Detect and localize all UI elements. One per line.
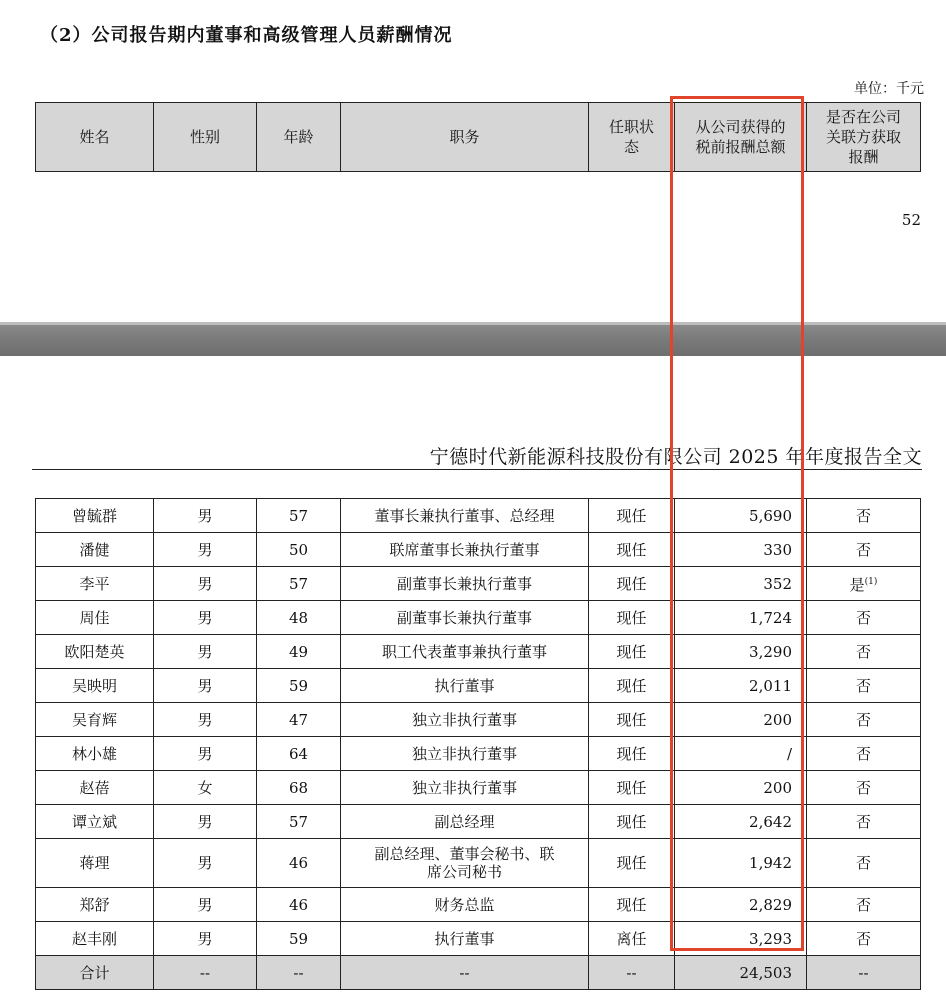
cell-related-party bbox=[807, 888, 921, 922]
cell-gender: 男 bbox=[154, 888, 257, 922]
total-title: -- bbox=[341, 956, 589, 990]
cell-compensation: 330 bbox=[675, 533, 807, 567]
cell-age: 64 bbox=[257, 737, 341, 771]
page-number: 52 bbox=[901, 211, 921, 229]
cell-title: 董事长兼执行董事、总经理 bbox=[341, 499, 589, 533]
table-row bbox=[36, 533, 921, 567]
col-header-name: 姓名 bbox=[36, 103, 154, 172]
cell-related-party bbox=[807, 839, 921, 888]
cell-related-party bbox=[807, 737, 921, 771]
cell-title-line: 席公司秘书 bbox=[426, 863, 502, 881]
related-party-value: 否 bbox=[855, 778, 871, 797]
cell-compensation: 2,642 bbox=[675, 805, 807, 839]
col-header-gender: 性别 bbox=[154, 103, 257, 172]
cell-name: 吴育辉 bbox=[36, 703, 154, 737]
related-party-value: 否 bbox=[855, 676, 871, 695]
cell-name: 谭立斌 bbox=[36, 805, 154, 839]
compensation-data-table bbox=[35, 498, 921, 990]
table-row bbox=[36, 737, 921, 771]
footnote-marker: (1) bbox=[864, 577, 878, 587]
cell-title: 副董事长兼执行董事 bbox=[341, 567, 589, 601]
table-row bbox=[36, 499, 921, 533]
cell-compensation: 1,724 bbox=[675, 601, 807, 635]
cell-age: 59 bbox=[257, 669, 341, 703]
cell-compensation: 5,690 bbox=[675, 499, 807, 533]
cell-name: 潘健 bbox=[36, 533, 154, 567]
cell-status: 现任 bbox=[589, 703, 675, 737]
cell-status: 现任 bbox=[589, 737, 675, 771]
cell-gender: 男 bbox=[154, 703, 257, 737]
col-header-compensation: 从公司获得的 税前报酬总额 bbox=[675, 103, 807, 172]
cell-title: 独立非执行董事 bbox=[341, 703, 589, 737]
cell-title: 财务总监 bbox=[341, 888, 589, 922]
cell-status: 现任 bbox=[589, 567, 675, 601]
related-party-value: 否 bbox=[855, 642, 871, 661]
cell-compensation: / bbox=[675, 737, 807, 771]
cell-gender: 女 bbox=[154, 771, 257, 805]
cell-status: 现任 bbox=[589, 839, 675, 888]
total-compensation: 24,503 bbox=[675, 956, 807, 990]
table-row bbox=[36, 669, 921, 703]
total-age: -- bbox=[257, 956, 341, 990]
col-header-title: 职务 bbox=[341, 103, 589, 172]
table-row bbox=[36, 771, 921, 805]
cell-title: 执行董事 bbox=[341, 922, 589, 956]
cell-title: 执行董事 bbox=[341, 669, 589, 703]
cell-compensation: 2,011 bbox=[675, 669, 807, 703]
cell-title-line: 副总经理、董事会秘书、联 bbox=[374, 845, 555, 863]
cell-gender: 男 bbox=[154, 669, 257, 703]
cell-age: 47 bbox=[257, 703, 341, 737]
cell-status: 现任 bbox=[589, 635, 675, 669]
cell-title: 副总经理 bbox=[341, 805, 589, 839]
cell-status: 现任 bbox=[589, 888, 675, 922]
cell-title bbox=[341, 839, 589, 888]
total-row bbox=[36, 956, 921, 990]
cell-age: 48 bbox=[257, 601, 341, 635]
cell-gender: 男 bbox=[154, 499, 257, 533]
cell-name: 李平 bbox=[36, 567, 154, 601]
cell-gender: 男 bbox=[154, 839, 257, 888]
table-row bbox=[36, 922, 921, 956]
related-party-value: 否 bbox=[855, 929, 871, 948]
cell-title: 独立非执行董事 bbox=[341, 737, 589, 771]
cell-compensation: 3,290 bbox=[675, 635, 807, 669]
cell-name: 郑舒 bbox=[36, 888, 154, 922]
total-label: 合计 bbox=[36, 956, 154, 990]
compensation-header-table bbox=[35, 102, 921, 172]
cell-age: 57 bbox=[257, 567, 341, 601]
cell-name: 曾毓群 bbox=[36, 499, 154, 533]
total-status: -- bbox=[589, 956, 675, 990]
cell-gender: 男 bbox=[154, 635, 257, 669]
table-row bbox=[36, 567, 921, 601]
cell-gender: 男 bbox=[154, 737, 257, 771]
running-header: 宁德时代新能源科技股份有限公司 2025 年年度报告全文 bbox=[429, 446, 922, 468]
cell-status: 现任 bbox=[589, 771, 675, 805]
cell-title: 联席董事长兼执行董事 bbox=[341, 533, 589, 567]
cell-compensation: 352 bbox=[675, 567, 807, 601]
related-party-value: 否 bbox=[855, 608, 871, 627]
cell-name: 赵丰刚 bbox=[36, 922, 154, 956]
cell-age: 46 bbox=[257, 839, 341, 888]
table-row bbox=[36, 601, 921, 635]
cell-name: 吴映明 bbox=[36, 669, 154, 703]
col-header-age: 年龄 bbox=[257, 103, 341, 172]
cell-age: 59 bbox=[257, 922, 341, 956]
table-row bbox=[36, 703, 921, 737]
running-header-rule bbox=[32, 469, 922, 470]
related-party-value: 否 bbox=[855, 854, 871, 872]
cell-name: 欧阳楚英 bbox=[36, 635, 154, 669]
cell-age: 57 bbox=[257, 499, 341, 533]
related-party-value: 否 bbox=[855, 812, 871, 831]
cell-compensation: 200 bbox=[675, 771, 807, 805]
col-header-related-party: 是否在公司 关联方获取 报酬 bbox=[807, 103, 921, 172]
cell-title: 独立非执行董事 bbox=[341, 771, 589, 805]
cell-status: 现任 bbox=[589, 533, 675, 567]
cell-gender: 男 bbox=[154, 805, 257, 839]
table-row bbox=[36, 888, 921, 922]
cell-status: 现任 bbox=[589, 601, 675, 635]
cell-name: 周佳 bbox=[36, 601, 154, 635]
related-party-value: 否 bbox=[855, 895, 871, 914]
cell-compensation: 3,293 bbox=[675, 922, 807, 956]
related-party-value: 否 bbox=[855, 710, 871, 729]
col-header-status: 任职状 态 bbox=[589, 103, 675, 172]
cell-related-party bbox=[807, 703, 921, 737]
related-party-value: 否 bbox=[855, 540, 871, 559]
cell-age: 49 bbox=[257, 635, 341, 669]
cell-related-party bbox=[807, 669, 921, 703]
cell-related-party bbox=[807, 635, 921, 669]
cell-status: 现任 bbox=[589, 669, 675, 703]
cell-related-party bbox=[807, 805, 921, 839]
cell-status: 离任 bbox=[589, 922, 675, 956]
cell-age: 57 bbox=[257, 805, 341, 839]
related-party-value: 否 bbox=[855, 744, 871, 763]
cell-compensation: 1,942 bbox=[675, 839, 807, 888]
cell-age: 46 bbox=[257, 888, 341, 922]
cell-age: 68 bbox=[257, 771, 341, 805]
related-party-value: 是 bbox=[849, 576, 865, 594]
cell-gender: 男 bbox=[154, 533, 257, 567]
table-row bbox=[36, 805, 921, 839]
unit-label: 单位：千元 bbox=[854, 81, 924, 97]
cell-related-party bbox=[807, 922, 921, 956]
cell-name: 赵蓓 bbox=[36, 771, 154, 805]
cell-name: 林小雄 bbox=[36, 737, 154, 771]
related-party-value: 否 bbox=[855, 506, 871, 525]
cell-status: 现任 bbox=[589, 499, 675, 533]
cell-age: 50 bbox=[257, 533, 341, 567]
table-row bbox=[36, 839, 921, 888]
cell-compensation: 200 bbox=[675, 703, 807, 737]
cell-name: 蒋理 bbox=[36, 839, 154, 888]
cell-title: 职工代表董事兼执行董事 bbox=[341, 635, 589, 669]
cell-related-party bbox=[807, 567, 921, 601]
cell-gender: 男 bbox=[154, 567, 257, 601]
cell-related-party bbox=[807, 771, 921, 805]
table-row bbox=[36, 635, 921, 669]
cell-gender: 男 bbox=[154, 922, 257, 956]
page-break-band bbox=[0, 325, 946, 356]
cell-related-party bbox=[807, 601, 921, 635]
cell-related-party bbox=[807, 499, 921, 533]
cell-title: 副董事长兼执行董事 bbox=[341, 601, 589, 635]
cell-gender: 男 bbox=[154, 601, 257, 635]
total-gender: -- bbox=[154, 956, 257, 990]
cell-related-party bbox=[807, 533, 921, 567]
total-related-party: -- bbox=[807, 956, 921, 990]
section-title: （2）公司报告期内董事和高级管理人员薪酬情况 bbox=[40, 25, 453, 46]
cell-status: 现任 bbox=[589, 805, 675, 839]
cell-compensation: 2,829 bbox=[675, 888, 807, 922]
